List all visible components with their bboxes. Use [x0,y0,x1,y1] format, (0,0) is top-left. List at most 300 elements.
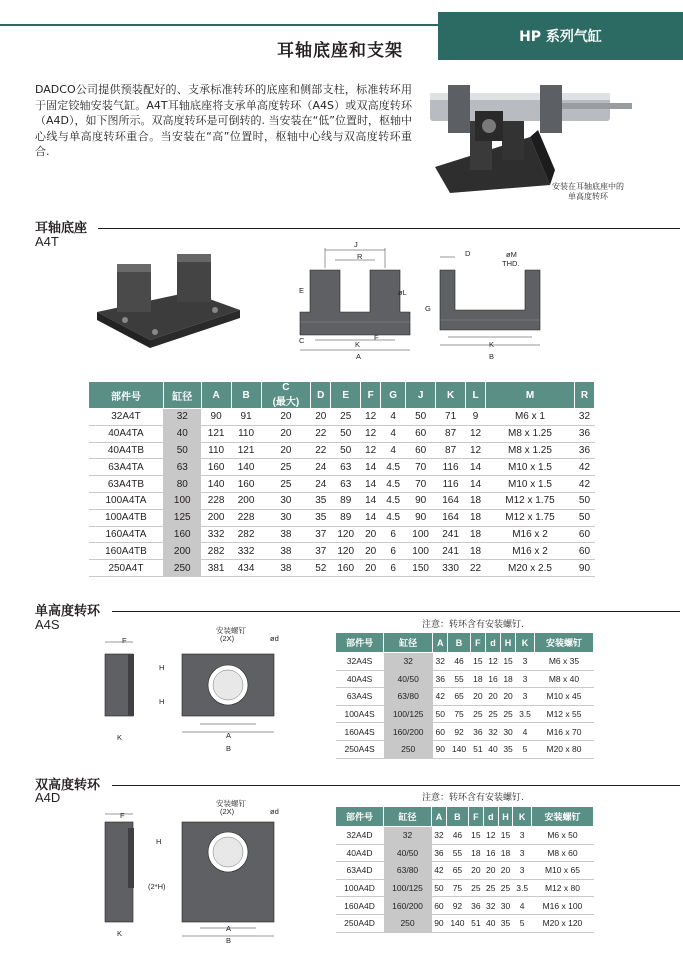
table-cell: 32A4T [89,409,164,426]
label-k: K [355,340,361,349]
table-cell: M12 x 1.75 [486,509,575,526]
table-cell: 25 [501,705,516,723]
table-cell: 40A4TA [89,425,164,442]
table-row [336,862,594,880]
table-cell: 150 [406,560,436,577]
section-title-a4s: 单高度转环 [35,604,101,619]
table-cell: 36 [470,723,485,741]
column-header: 部件号 [336,807,384,827]
table-cell: 250A4S [336,740,384,758]
column-header: E [331,382,361,409]
table-cell: 140 [446,914,468,932]
column-header: C (最大) [261,382,311,409]
table-cell: 22 [466,560,486,577]
table-cell: 51 [469,914,484,932]
a4d-label-b: B [226,936,232,945]
table-cell: 40A4TB [89,442,164,459]
label-k-side: K [489,340,495,349]
table-cell: 3 [516,688,535,706]
table-cell: 14 [361,459,381,476]
table-cell: 241 [436,526,466,543]
table-cell: 20 [261,425,311,442]
table-cell: M8 x 1.25 [486,442,575,459]
table-cell: 25 [261,476,311,493]
table-cell: 60 [433,723,448,741]
table-cell: 32 [485,723,500,741]
table-row [336,705,594,723]
table-cell: 20 [361,526,381,543]
table-cell: 228 [201,492,231,509]
table-cell: 32 [432,827,447,845]
table-cell: 63 [331,476,361,493]
table-row [89,526,595,543]
table-cell: 3 [516,653,535,671]
a4d-dimension-table [335,806,594,933]
table-cell: 60 [574,543,594,560]
label-d: D [465,249,471,258]
a4d-drawing [100,806,290,946]
column-header: B [231,382,261,409]
table-cell: M16 x 70 [534,723,593,741]
table-cell: 250 [384,914,432,932]
table-cell: 140 [231,459,261,476]
section-title-a4d: 双高度转环 [35,778,101,793]
table-cell: 25 [498,879,513,897]
table-cell: 160/200 [384,897,432,915]
table-cell: 46 [448,653,471,671]
table-cell: 241 [436,543,466,560]
table-cell: 164 [436,509,466,526]
table-cell: 20 [483,862,498,880]
table-cell: 63A4TB [89,476,164,493]
table-cell: 60 [574,526,594,543]
table-row [89,560,595,577]
table-cell: 15 [501,653,516,671]
table-cell: 18 [466,492,486,509]
table-cell: 89 [331,492,361,509]
table-cell: 63A4S [336,688,384,706]
table-cell: 32 [384,827,432,845]
table-cell: 100 [406,526,436,543]
a4s-label-a: A [226,731,232,740]
a4s-label-b: B [226,744,232,753]
table-cell: 4 [513,897,531,915]
table-cell: 3 [516,670,535,688]
a4d-label-h: H [156,837,162,846]
table-cell: 52 [311,560,331,577]
table-cell: 35 [501,740,516,758]
a4s-label-k: K [117,733,123,742]
table-cell: 160/200 [384,723,433,741]
table-row [89,425,595,442]
a4d-label-screw: 安装螺钉 [216,799,246,808]
table-cell: 63A4D [336,862,384,880]
table-cell: 24 [311,476,331,493]
table-cell: 20 [361,560,381,577]
table-cell: 40 [163,425,201,442]
label-thd: THD. [502,259,520,268]
table-cell: 16 [483,844,498,862]
column-header: K [513,807,531,827]
table-cell: M10 x 45 [534,688,593,706]
table-cell: 22 [311,442,331,459]
table-cell: 20 [311,409,331,426]
table-cell: 14 [361,492,381,509]
table-cell: 12 [466,425,486,442]
table-cell: 51 [470,740,485,758]
table-cell: 70 [406,476,436,493]
table-cell: 63 [163,459,201,476]
table-cell: 40A4S [336,670,384,688]
table-cell: 20 [361,543,381,560]
table-cell: 200 [231,492,261,509]
table-cell: 116 [436,476,466,493]
a4s-dimension-table [335,632,594,759]
label-r: R [357,252,363,261]
table-cell: 4 [381,425,406,442]
table-cell: 60 [406,442,436,459]
table-cell: 92 [448,723,471,741]
table-cell: M20 x 2.5 [486,560,575,577]
table-cell: M6 x 50 [531,827,593,845]
table-row [336,670,594,688]
table-cell: 282 [201,543,231,560]
a4s-note: 注意：转环含有安装螺钉. [422,620,524,630]
a4s-drawing [100,632,290,757]
table-cell: 75 [446,879,468,897]
table-cell: 14 [361,509,381,526]
table-cell: 55 [448,670,471,688]
table-cell: 50 [433,705,448,723]
a4t-dimension-table [88,381,595,577]
column-header: K [436,382,466,409]
column-header: J [406,382,436,409]
table-cell: 12 [485,653,500,671]
table-cell: M8 x 40 [534,670,593,688]
table-cell: M10 x 1.5 [486,459,575,476]
table-cell: 125 [163,509,201,526]
section-code-a4t: A4T [35,234,59,249]
table-cell: 50 [163,442,201,459]
table-row [89,459,595,476]
table-cell: 12 [466,442,486,459]
table-cell: 40/50 [384,670,433,688]
table-cell: 164 [436,492,466,509]
table-cell: 90 [574,560,594,577]
table-row [336,897,594,915]
table-cell: M10 x 1.5 [486,476,575,493]
table-cell: 14 [466,459,486,476]
table-cell: 25 [469,879,484,897]
table-cell: 140 [448,740,471,758]
a4d-note: 注意：转环含有安装螺钉. [422,793,524,803]
table-cell: 90 [432,914,447,932]
column-header: d [483,807,498,827]
table-cell: 65 [448,688,471,706]
table-row [336,653,594,671]
a4d-label-2h: (2*H) [148,882,166,891]
a4d-label-d: ød [270,807,279,816]
intro-paragraph: DADCO公司提供预装配好的、支承标准转环的底座和侧部支柱，标准转环用于固定铰轴安装气缸。A4T耳轴底座将支承单高度转环（A4S）或双高度转环（A4D），如下图所示。双高度转环是可倒转的. 当安装在“低”位置时，枢轴中心线与单高度转环重合。当安装在“高”位置时，枢轴中心线与双高度转环重合. [35,83,412,158]
table-cell: 35 [311,509,331,526]
table-cell: 65 [446,862,468,880]
table-cell: 381 [201,560,231,577]
column-header: 安装螺钉 [534,633,593,653]
table-cell: M20 x 120 [531,914,593,932]
a4s-label-screw: 安装螺钉 [216,626,246,635]
column-header: R [574,382,594,409]
table-cell: 14 [466,476,486,493]
column-header: A [201,382,231,409]
table-cell: 4.5 [381,492,406,509]
table-cell: 4 [381,442,406,459]
label-j: J [354,240,358,249]
table-row [336,827,594,845]
section-rule-a4d [112,785,680,786]
table-cell: 90 [406,492,436,509]
table-cell: 12 [361,442,381,459]
section-code-a4s: A4S [35,617,60,632]
table-cell: M6 x 35 [534,653,593,671]
table-cell: 12 [361,409,381,426]
table-cell: 36 [433,670,448,688]
table-cell: 63A4TA [89,459,164,476]
table-cell: 116 [436,459,466,476]
table-cell: 90 [433,740,448,758]
table-cell: 6 [381,543,406,560]
table-cell: 40 [483,914,498,932]
page-title: 耳轴底座和支架 [277,41,403,61]
table-cell: 6 [381,560,406,577]
column-header: 部件号 [336,633,384,653]
table-cell: 250 [384,740,433,758]
table-cell: 60 [432,897,447,915]
label-b: B [489,352,495,361]
table-row [336,723,594,741]
header-rule [0,24,445,26]
table-cell: 282 [231,526,261,543]
column-header: M [486,382,575,409]
table-cell: 100/125 [384,705,433,723]
table-cell: 40A4D [336,844,384,862]
column-header: K [516,633,535,653]
table-row [336,879,594,897]
table-cell: 100/125 [384,879,432,897]
table-cell: 4.5 [381,509,406,526]
table-cell: 36 [574,442,594,459]
table-cell: 87 [436,425,466,442]
table-cell: 332 [201,526,231,543]
table-cell: 20 [498,862,513,880]
table-cell: 37 [311,543,331,560]
table-cell: 15 [498,827,513,845]
section-code-a4d: A4D [35,790,61,805]
photo-caption [552,182,624,202]
table-row [89,476,595,493]
table-cell: 100A4D [336,879,384,897]
caption-line-1: 安装在耳轴底座中的 [552,182,624,191]
table-row [336,914,594,932]
table-cell: 18 [501,670,516,688]
column-header: F [469,807,484,827]
table-cell: 4.5 [381,476,406,493]
table-cell: 100A4S [336,705,384,723]
table-cell: 30 [501,723,516,741]
section-rule-a4t [98,228,680,229]
table-row [336,688,594,706]
a4s-label-f: F [122,636,127,645]
label-m: øM [506,250,517,259]
table-row [89,442,595,459]
column-header: F [470,633,485,653]
table-cell: 80 [163,476,201,493]
a4d-label-k: K [117,929,123,938]
column-header: D [311,382,331,409]
table-cell: 110 [231,425,261,442]
table-cell: 4.5 [381,459,406,476]
table-cell: 200 [201,509,231,526]
table-cell: 32 [384,653,433,671]
table-cell: 50 [574,492,594,509]
table-row [89,509,595,526]
table-cell: 3 [513,844,531,862]
table-cell: 25 [483,879,498,897]
table-cell: 160A4D [336,897,384,915]
table-cell: 3.5 [513,879,531,897]
label-a: A [356,352,362,361]
table-cell: 20 [261,442,311,459]
table-cell: 90 [201,409,231,426]
table-cell: 50 [574,509,594,526]
label-c: C [299,336,305,345]
table-cell: 25 [261,459,311,476]
table-cell: 100 [163,492,201,509]
table-cell: M8 x 1.25 [486,425,575,442]
table-cell: M16 x 100 [531,897,593,915]
table-cell: 25 [470,705,485,723]
table-cell: 160 [201,459,231,476]
column-header: H [498,807,513,827]
table-cell: 38 [261,560,311,577]
table-cell: 30 [261,492,311,509]
table-cell: 32 [574,409,594,426]
table-cell: M16 x 2 [486,526,575,543]
table-cell: 40/50 [384,844,432,862]
table-cell: 16 [485,670,500,688]
table-cell: 60 [406,425,436,442]
table-cell: 30 [498,897,513,915]
table-cell: 55 [446,844,468,862]
table-cell: 70 [406,459,436,476]
column-header: 缸径 [384,633,433,653]
caption-line-2: 单高度转环 [568,192,608,201]
table-cell: 330 [436,560,466,577]
table-cell: 228 [231,509,261,526]
table-cell: 250A4T [89,560,164,577]
table-cell: 36 [469,897,484,915]
table-cell: 160A4S [336,723,384,741]
table-cell: M20 x 80 [534,740,593,758]
column-header: A [433,633,448,653]
table-cell: 50 [331,425,361,442]
table-cell: 30 [261,509,311,526]
table-cell: 91 [231,409,261,426]
table-cell: M10 x 65 [531,862,593,880]
column-header: B [446,807,468,827]
table-cell: 42 [574,459,594,476]
column-header: 安装螺钉 [531,807,593,827]
cylinder-photo [430,75,640,195]
table-row [89,492,595,509]
table-row [89,543,595,560]
table-cell: 89 [331,509,361,526]
column-header: F [361,382,381,409]
table-cell: 42 [432,862,447,880]
table-cell: 35 [311,492,331,509]
table-cell: 35 [498,914,513,932]
table-cell: 42 [433,688,448,706]
table-cell: 4 [381,409,406,426]
table-cell: 36 [574,425,594,442]
column-header: B [448,633,471,653]
table-cell: 332 [231,543,261,560]
table-cell: 100A4TB [89,509,164,526]
table-cell: 12 [483,827,498,845]
table-cell: 160A4TB [89,543,164,560]
table-cell: 18 [466,509,486,526]
table-row [336,844,594,862]
table-cell: 90 [406,509,436,526]
table-cell: 121 [201,425,231,442]
table-cell: 20 [261,409,311,426]
column-subheader: (最大) [272,397,300,408]
table-cell: 434 [231,560,261,577]
table-cell: 4 [516,723,535,741]
trunnion-base-photo [95,250,245,350]
series-tag: HP 系列气缸 [438,12,683,60]
column-header: L [466,382,486,409]
table-cell: 18 [498,844,513,862]
column-header: 缸径 [163,382,201,409]
table-cell: M16 x 2 [486,543,575,560]
table-cell: 3.5 [516,705,535,723]
a4d-label-a: A [226,924,232,933]
table-cell: 120 [331,543,361,560]
table-cell: 18 [470,670,485,688]
table-cell: 71 [436,409,466,426]
table-cell: 14 [361,476,381,493]
a4s-label-h2: H [159,697,165,706]
table-cell: M12 x 80 [531,879,593,897]
table-cell: 63/80 [384,862,432,880]
table-cell: 120 [331,526,361,543]
label-g: G [425,304,431,313]
table-cell: 160 [163,526,201,543]
table-cell: 15 [470,653,485,671]
table-cell: 50 [406,409,436,426]
table-cell: 22 [311,425,331,442]
table-cell: 250 [163,560,201,577]
table-cell: 12 [361,425,381,442]
column-header: 部件号 [89,382,164,409]
table-row [336,740,594,758]
table-cell: 121 [231,442,261,459]
table-cell: 160 [331,560,361,577]
table-cell: 160 [231,476,261,493]
table-cell: 50 [432,879,447,897]
table-cell: 250A4D [336,914,384,932]
table-cell: 32A4S [336,653,384,671]
